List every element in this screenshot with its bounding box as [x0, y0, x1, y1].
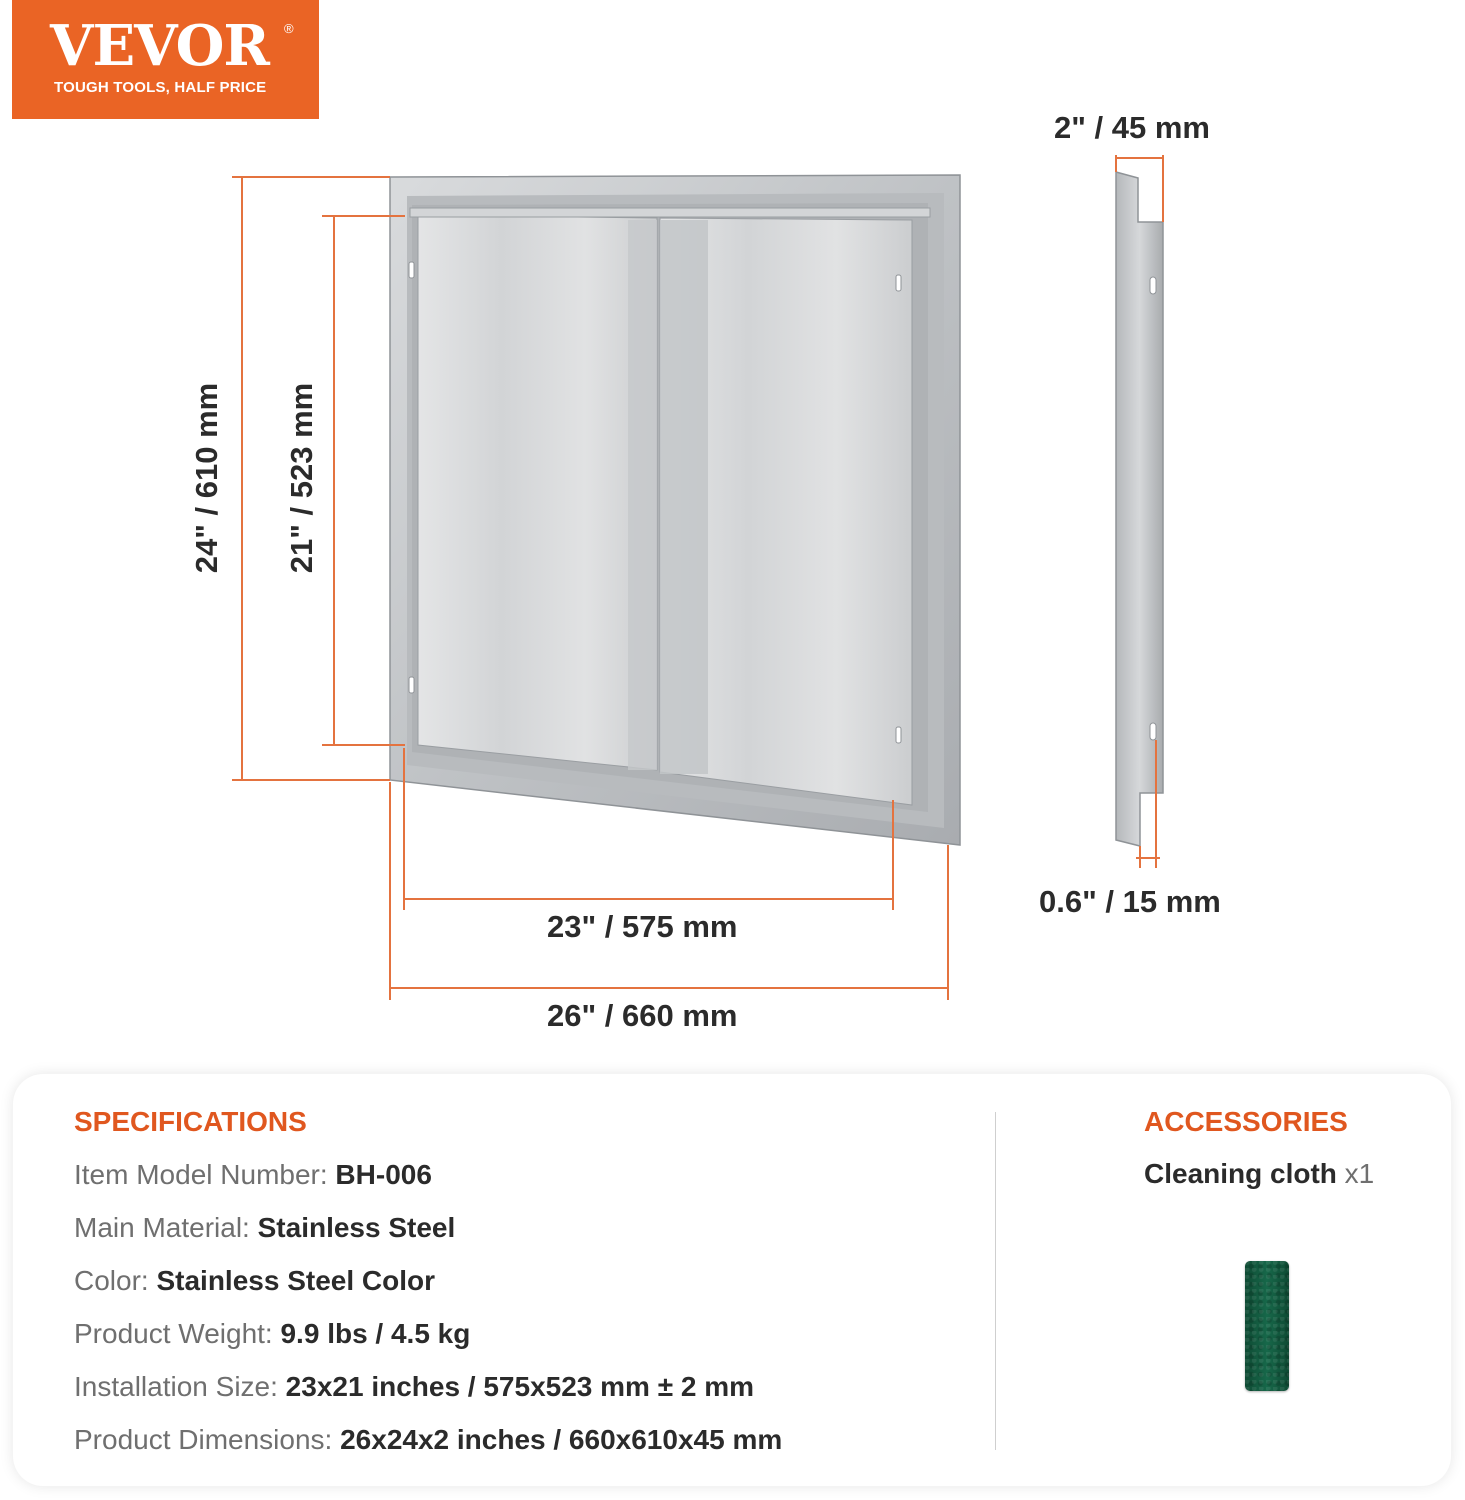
spec-card — [13, 1074, 1451, 1486]
flange-depth-label: 0.6" / 15 mm — [1039, 884, 1221, 919]
spec-row-color — [74, 1265, 435, 1297]
spec-label: Item Model Number: — [74, 1159, 336, 1190]
spec-label: Main Material: — [74, 1212, 258, 1243]
inner-width-label: 23" / 575 mm — [547, 909, 738, 944]
spec-value: Stainless Steel Color — [156, 1265, 436, 1296]
spec-value: 26x24x2 inches / 660x610x45 mm — [340, 1424, 783, 1455]
registered-mark: ® — [284, 21, 294, 36]
spec-value: Stainless Steel — [257, 1212, 456, 1243]
left-door-panel — [418, 215, 657, 770]
section-divider — [995, 1112, 996, 1450]
spec-label: Color: — [74, 1265, 157, 1296]
spec-row-model — [74, 1159, 432, 1191]
spec-value: BH-006 — [335, 1159, 432, 1190]
logo-wordmark: VEVOR — [50, 13, 269, 79]
accessory-name: Cleaning cloth — [1144, 1158, 1337, 1189]
outer-width-label: 26" / 660 mm — [547, 998, 738, 1033]
spec-row-material — [74, 1212, 455, 1244]
outer-height-label: 24" / 610 mm — [189, 382, 224, 574]
side-depth-label: 2" / 45 mm — [1054, 110, 1210, 145]
spec-label: Product Weight: — [74, 1318, 281, 1349]
cleaning-cloth-image — [1245, 1261, 1289, 1391]
spec-value: 23x21 inches / 575x523 mm ± 2 mm — [285, 1371, 755, 1402]
spec-row-dimensions — [74, 1424, 782, 1456]
inner-height-label: 21" / 523 mm — [284, 382, 319, 574]
spec-row-weight — [74, 1318, 470, 1350]
logo-tagline: TOUGH TOOLS, HALF PRICE — [54, 79, 267, 96]
spec-label: Product Dimensions: — [74, 1424, 341, 1455]
accessories-title: ACCESSORIES — [1144, 1106, 1348, 1137]
spec-value: 9.9 lbs / 4.5 kg — [280, 1318, 471, 1349]
spec-row-installation-size — [74, 1371, 754, 1403]
right-door-panel — [660, 218, 912, 805]
top-hinge-bar — [410, 208, 930, 217]
spec-label: Installation Size: — [74, 1371, 286, 1402]
specifications-title: SPECIFICATIONS — [74, 1106, 307, 1137]
accessory-qty: x1 — [1336, 1158, 1375, 1189]
accessory-item — [1144, 1158, 1374, 1190]
